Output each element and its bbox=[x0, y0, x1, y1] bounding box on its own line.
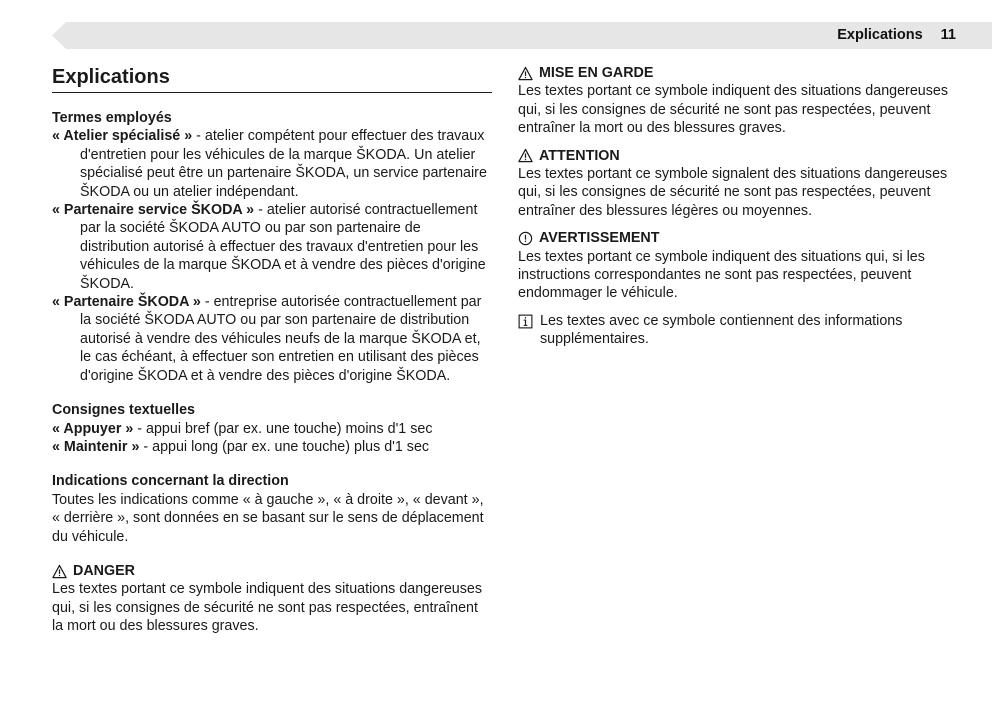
running-header-title: Explications bbox=[837, 27, 923, 43]
exclamation-circle-icon bbox=[518, 231, 533, 246]
term-label: « Atelier spécialisé » bbox=[52, 128, 193, 145]
attention-notice bbox=[518, 147, 958, 221]
warning-triangle-icon bbox=[518, 66, 533, 81]
consignes-heading: Consignes textuelles bbox=[52, 402, 196, 419]
left-column bbox=[52, 64, 492, 645]
avertissement-title: AVERTISSEMENT bbox=[539, 230, 660, 247]
direction-section bbox=[52, 472, 492, 546]
mise-en-garde-title: MISE EN GARDE bbox=[539, 65, 654, 81]
consigne-text: - appui long (par ex. une touche) plus d'1 sec bbox=[139, 438, 430, 455]
danger-title: DANGER bbox=[73, 562, 135, 579]
warning-triangle-icon bbox=[518, 148, 533, 163]
direction-heading: Indications concernant la direction bbox=[52, 473, 289, 490]
info-notice bbox=[518, 312, 958, 349]
term-partenaire-skoda bbox=[52, 293, 492, 385]
attention-text: Les textes portant ce symbole signalent des situations dangereuses qui, si les consignes de sécurité ne sont pas respectées, peuvent entraîner des blessures légères ou moyennes. bbox=[518, 166, 948, 219]
consigne-label: « Appuyer » bbox=[52, 420, 134, 437]
terms-heading: Termes employés bbox=[52, 110, 172, 126]
info-box-icon bbox=[518, 314, 533, 329]
avertissement-title-row bbox=[518, 229, 958, 247]
consigne-appuyer bbox=[52, 420, 492, 438]
direction-text: Toutes les indications comme « à gauche », « à droite », « devant », « derrière », sont données en se basant sur le sens de déplacement du véhicule. bbox=[52, 491, 484, 545]
term-definition: - atelier autorisé contractuellement par la société ŠKODA AUTO ou par son partenaire de distribution autorisé à effectuer des travaux d'entretien pour les véhicules de la marque ŠKODA et à vendre des pièces d'origine ŠKODA. bbox=[80, 202, 486, 292]
warning-triangle-icon bbox=[52, 564, 67, 579]
term-label: « Partenaire service ŠKODA » bbox=[52, 202, 255, 219]
term-definition: - entreprise autorisée contractuellement par la société ŠKODA AUTO ou par son partenaire de distribution autorisé à vendre des véhicules neufs de la marque ŠKODA et, le cas échéant, à effectuer son entretien en utilisant des pièces d'origine ŠKODA et à vendre des pièces d'origine ŠKODA. bbox=[80, 294, 482, 384]
danger-notice bbox=[52, 562, 492, 636]
mise-en-garde-title-row bbox=[518, 64, 958, 82]
page-title: Explications bbox=[52, 64, 492, 93]
danger-text: Les textes portant ce symbole indiquent des situations dangereuses qui, si les consignes de sécurité ne sont pas respectées, entraînent la mort ou des blessures graves. bbox=[52, 581, 482, 635]
consigne-label: « Maintenir » bbox=[52, 438, 140, 455]
terms-section bbox=[52, 109, 492, 385]
avertissement-text: Les textes portant ce symbole indiquent des situations qui, si les instructions correspondantes ne sont pas respectées, peuvent endommager le véhicule. bbox=[518, 248, 925, 302]
consigne-maintenir bbox=[52, 438, 492, 456]
mise-en-garde-notice bbox=[518, 64, 958, 138]
term-label: « Partenaire ŠKODA » bbox=[52, 294, 201, 311]
info-text: Les textes avec ce symbole contiennent des informations supplémentaires. bbox=[540, 312, 903, 348]
consigne-text: - appui bref (par ex. une touche) moins d'1 sec bbox=[133, 420, 433, 437]
right-column bbox=[518, 64, 958, 358]
mise-en-garde-text: Les textes portant ce symbole indiquent des situations dangereuses qui, si les consignes de sécurité ne sont pas respectées, peuvent entraîner la mort ou des blessures graves. bbox=[518, 83, 948, 137]
avertissement-notice bbox=[518, 229, 958, 303]
attention-title-row bbox=[518, 147, 958, 165]
consignes-section bbox=[52, 401, 492, 456]
term-definition: - atelier compétent pour effectuer des travaux d'entretien pour les véhicules de la marque ŠKODA. Un atelier spécialisé peut être un partenaire ŠKODA, un service partenaire ŠKODA ou un atelier indépendant. bbox=[80, 128, 487, 200]
page-number: 11 bbox=[940, 27, 956, 43]
running-header bbox=[837, 27, 956, 43]
term-atelier-specialise bbox=[52, 127, 492, 201]
attention-title: ATTENTION bbox=[539, 147, 620, 164]
danger-title-row bbox=[52, 562, 492, 580]
term-partenaire-service bbox=[52, 201, 492, 293]
